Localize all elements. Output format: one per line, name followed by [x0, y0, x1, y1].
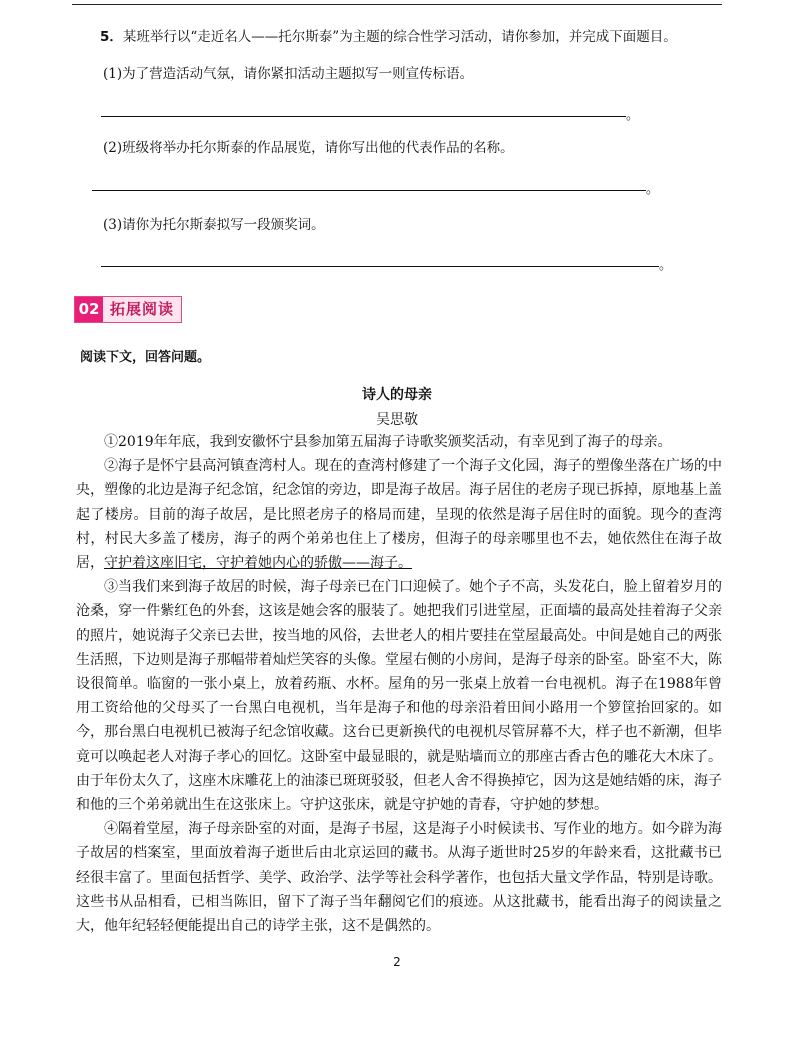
- answer-line-1[interactable]: [101, 116, 626, 117]
- paragraph-1: ①2019年年底，我到安徽怀宁县参加第五届海子诗歌奖颁奖活动，有幸见到了海子的母亲。: [104, 434, 672, 450]
- article-body: [76, 430, 722, 938]
- question-5-stem: 5．某班举行以“走近名人——托尔斯泰”为主题的综合性学习活动，请你参加，并完成下面题目。: [100, 29, 677, 45]
- answer-line-2[interactable]: [92, 190, 646, 191]
- article-author: 吴思敬: [376, 412, 418, 428]
- underlined-sentence: 守护着这座旧宅，守护着她内心的骄傲——海子。: [104, 555, 412, 572]
- paragraph-3: ③当我们来到海子故居的时候，海子母亲已在门口迎候了。她个子不高，头发花白，脸上留着岁月的沧桑，穿一件紫红色的外套，这该是她会客的服装了。她把我们引进堂屋，正面墙的最高处挂着海子父亲的照片，她说海子父亲已去世，按当地的风俗，去世老人的相片要挂在堂屋最高处。中间是她自己的两张生活照，下边则是海子那幅带着灿烂笑容的头像。堂屋右侧的小房间，是海子母亲的卧室。卧室不大，陈设很简单。临窗的一张小桌上，放着药瓶、水杯。屋角的另一张桌上放着一台电视机。海子在1988年曾用工资给他的父母买了一台黑白电视机，当年是海子和他的母亲沿着田间小路用一个箩筐抬回家的。如今，那台黑白电视机已被海子纪念馆收藏。这台已更新换代的电视机尽管屏幕不大，样子也不新潮，但毕竟可以唤起老人对海子孝心的回忆。这卧室中最显眼的，就是贴墙而立的那座古香古色的雕花大木床了。由于年份太久了，这座木床雕花上的油漆已斑斑驳驳，但老人舍不得换掉它，因为这是她结婚的床，海子和他的三个弟弟就出生在这张床上。守护这张床，就是守护她的青春，守护她的梦想。: [76, 579, 722, 814]
- section-badge: [74, 296, 182, 323]
- paragraph-2: ②海子是怀宁县高河镇查湾村人。现在的查湾村修建了一个海子文化园，海子的塑像坐落在广场的中央，塑像的北边是海子纪念馆，纪念馆的旁边，即是海子故居。海子居住的老房子现已拆掉，原地基上盖起了楼房。目前的海子故居，是比照老房子的格局而建，呈现的依然是海子居住时的面貌。现今的查湾村，村民大多盖了楼房，海子的两个弟弟也住上了楼房，但海子的母亲哪里也不去，她依然住在海子故居，守护着这座旧宅，守护着她内心的骄傲——海子。: [76, 458, 722, 572]
- answer-line-3-period: 。: [659, 258, 673, 273]
- paragraph-4: ④隔着堂屋，海子母亲卧室的对面，是海子书屋，这是海子小时候读书、写作业的地方。如今辟为海子故居的档案室，里面放着海子逝世后由北京运回的藏书。从海子逝世时25岁的年龄来看，这批藏书已经很丰富了。里面包括哲学、美学、政治学、法学等社会科学著作，也包括大量文学作品，特别是诗歌。这些书从品相看，已相当陈旧，留下了海子当年翻阅它们的痕迹。从这批藏书，能看出海子的阅读量之大，他年纪轻轻便能提出自己的诗学主张，这不是偶然的。: [76, 821, 722, 935]
- article-title: 诗人的母亲: [362, 387, 432, 403]
- section-title: 拓展阅读: [103, 297, 181, 322]
- answer-line-3[interactable]: [101, 266, 659, 267]
- header-rule: [72, 4, 722, 5]
- reading-instruction: 阅读下文，回答问题。: [80, 350, 211, 365]
- answer-line-2-period: 。: [646, 182, 660, 197]
- question-5-sub-2: (2)班级将举办托尔斯泰的作品展览，请你写出他的代表作品的名称。: [103, 140, 514, 156]
- answer-line-1-period: 。: [626, 108, 640, 123]
- question-5-sub-1: (1)为了营造活动气氛，请你紧扣活动主题拟写一则宣传标语。: [103, 66, 474, 82]
- page-number: 2: [393, 955, 401, 969]
- section-number: 02: [75, 297, 103, 322]
- question-5-sub-3: (3)请你为托尔斯泰拟写一段颁奖词。: [103, 217, 325, 233]
